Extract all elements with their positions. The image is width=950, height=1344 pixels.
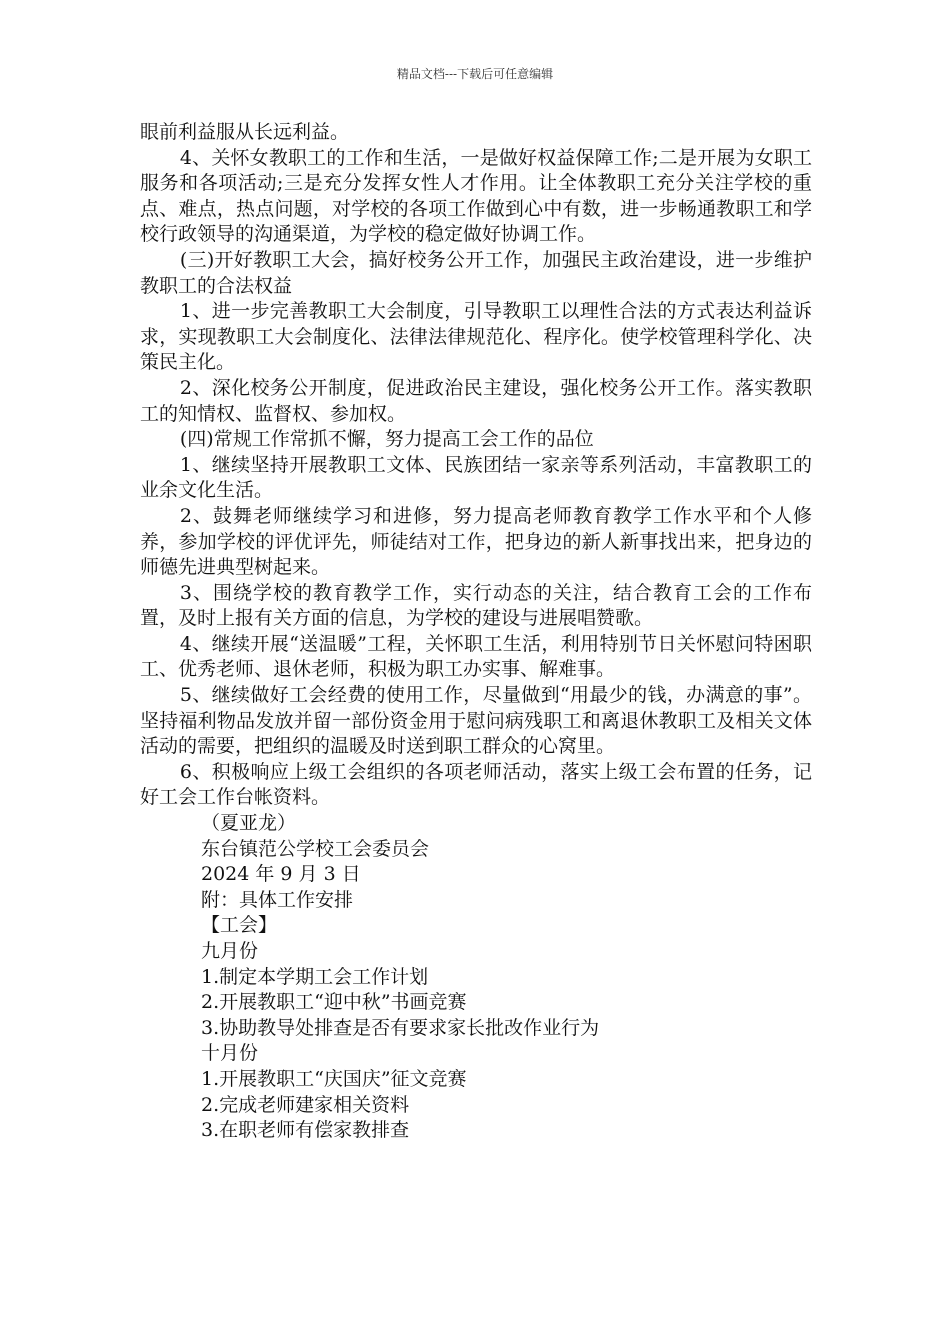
paragraph: 眼前利益服从长远利益。 [140, 121, 350, 143]
section-heading: (三)开好教职工大会，搞好校务公开工作，加强民主政治建设，进一步维护教职工的合法权益 [140, 248, 812, 297]
month-heading: 十月份 [201, 1042, 259, 1065]
paragraph: 4、继续开展“送温暖”工程，关怀职工生活，利用特别节日关怀慰问特困职工、优秀老师、退休老师，积极为职工办实事、解难事。 [140, 632, 812, 681]
paragraph: 1、进一步完善教职工大会制度，引导教职工以理性合法的方式表达利益诉求，实现教职工大会制度化、法律法律规范化、程序化。使学校管理科学化、决策民主化。 [140, 300, 812, 374]
list-item: 3.在职老师有偿家教排查 [201, 1119, 410, 1142]
paragraph: 5、继续做好工会经费的使用工作，尽量做到“用最少的钱，办满意的事”。坚持福利物品发放并留一部份资金用于慰问病残职工和离退休教职工及相关文体活动的需要，把组织的温暖及时送到职工群众的心窝里。 [140, 684, 812, 758]
month-heading: 九月份 [201, 940, 259, 962]
appendix-section-label: 【工会】 [201, 914, 278, 937]
list-item: 3.协助教导处排查是否有要求家长批改作业行为 [201, 1016, 600, 1039]
list-item: 2.完成老师建家相关资料 [201, 1093, 410, 1116]
appendix-title: 附：具体工作安排 [201, 888, 354, 911]
paragraph: 4、关怀女教职工的工作和生活，一是做好权益保障工作;二是开展为女职工服务和各项活动;三是充分发挥女性人才作用。让全体教职工充分关注学校的重点、难点，热点问题，对学校的各项工作做到心中有数，进一步畅通教职工和学校行政领导的沟通渠道，为学校的稳定做好协调工作。 [140, 146, 812, 246]
date-line: 2024 年 9 月 3 日 [201, 863, 361, 886]
author-line: （夏亚龙） [201, 812, 297, 835]
paragraph: 3、围绕学校的教育教学工作，实行动态的关注，结合教育工会的工作布置，及时上报有关方面的信息，为学校的建设与进展唱赞歌。 [140, 581, 812, 630]
paragraph: 6、积极响应上级工会组织的各项老师活动，落实上级工会布置的任务，记好工会工作台帐资料。 [140, 760, 812, 809]
page-header: 精品文档---下载后可任意编辑 [396, 67, 554, 81]
section-heading: (四)常规工作常抓不懈，努力提高工会工作的品位 [179, 428, 594, 451]
list-item: 1.开展教职工“庆国庆”征文竞赛 [201, 1067, 467, 1090]
organization-line: 东台镇范公学校工会委员会 [201, 837, 430, 860]
paragraph: 1、继续坚持开展教职工文体、民族团结一家亲等系列活动，丰富教职工的业余文化生活。 [140, 453, 812, 502]
list-item: 2.开展教职工“迎中秋”书画竞赛 [201, 991, 467, 1014]
document-body [140, 120, 812, 1144]
paragraph: 2、鼓舞老师继续学习和进修，努力提高老师教育教学工作水平和个人修养，参加学校的评优评先，师徒结对工作，把身边的新人新事找出来，把身边的师德先进典型树起来。 [140, 504, 812, 579]
paragraph: 2、深化校务公开制度，促进政治民主建设，强化校务公开工作。落实教职工的知情权、监督权、参加权。 [140, 376, 812, 425]
list-item: 1.制定本学期工会工作计划 [201, 965, 429, 988]
